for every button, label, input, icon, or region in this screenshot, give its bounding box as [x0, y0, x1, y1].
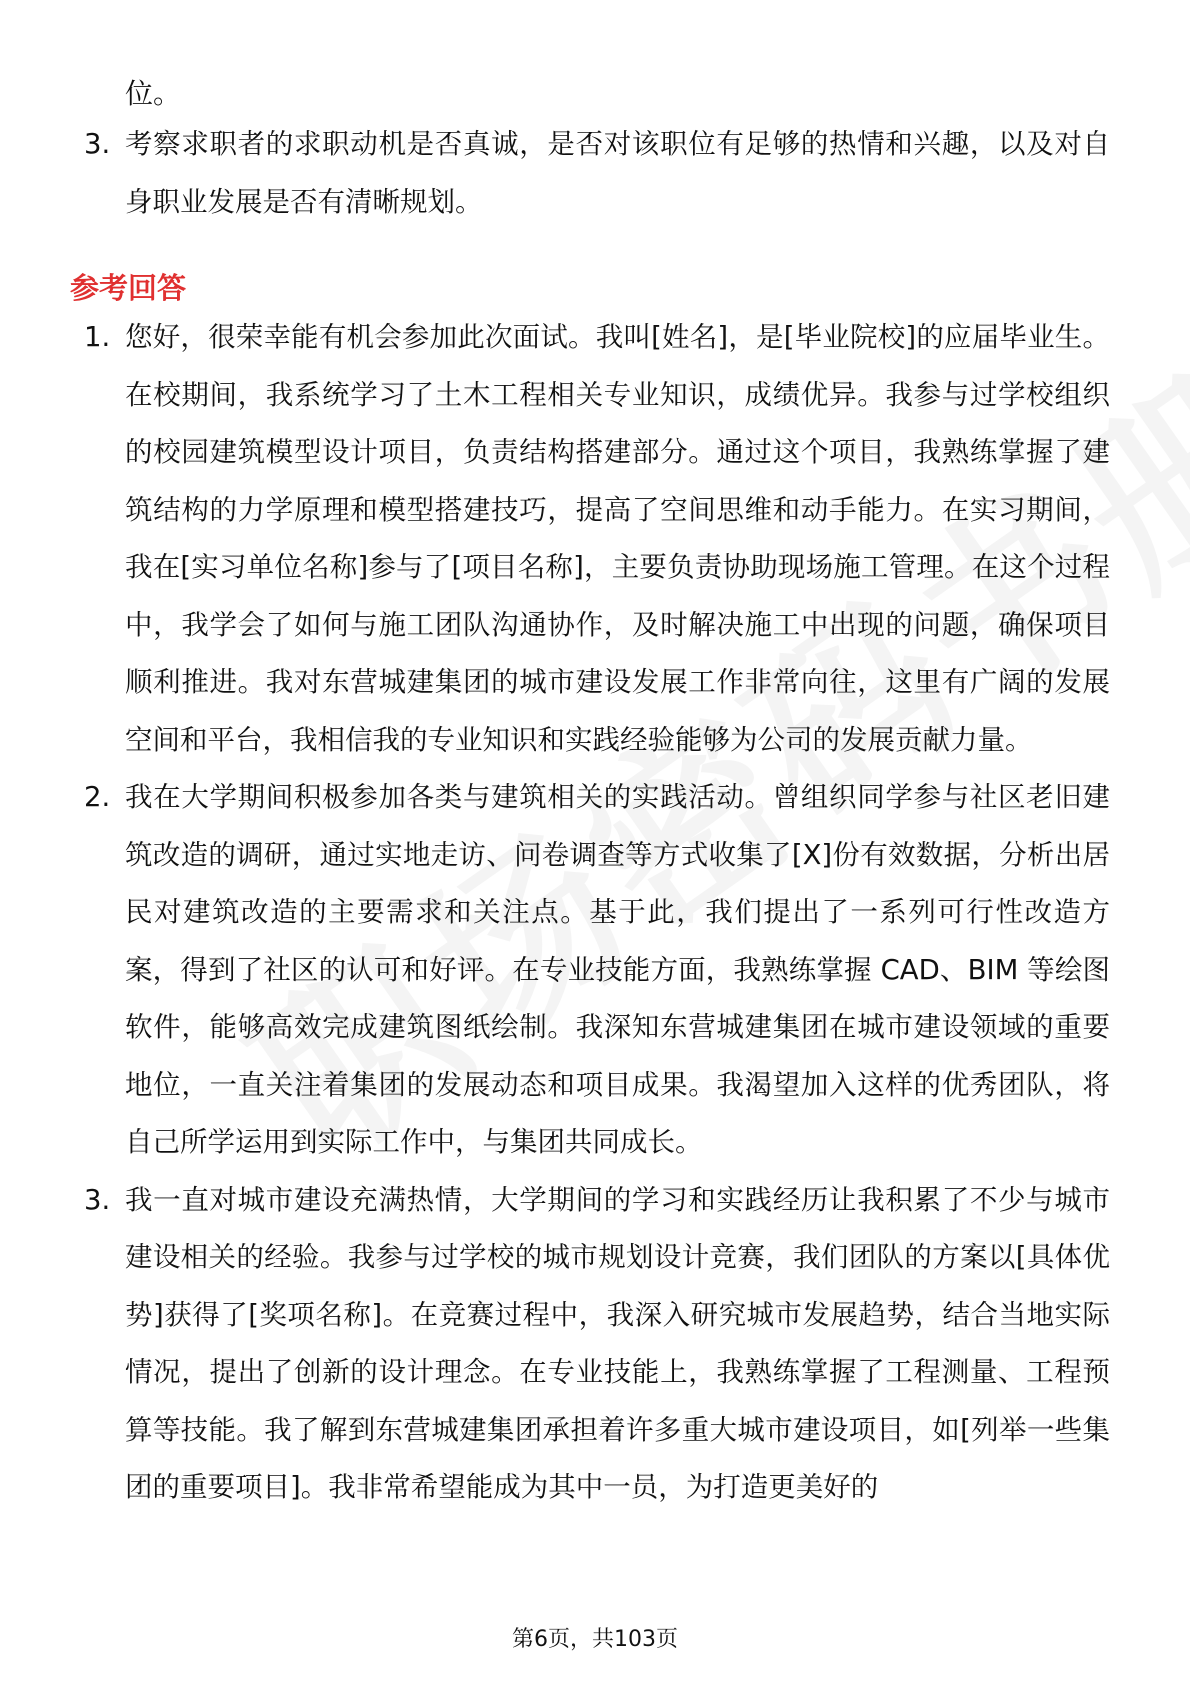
list-number: 1.: [84, 321, 111, 353]
criteria-list: [0, 116, 1190, 231]
answer-list: [0, 309, 1190, 1517]
section-heading: 参考回答: [70, 271, 187, 305]
list-number: 2.: [84, 781, 111, 813]
continued-text: 位。: [125, 77, 182, 110]
list-item-text: 考察求职者的求职动机是否真诚，是否对该职位有足够的热情和兴趣，以及对自身职业发展是否有清晰规划。: [125, 128, 1110, 218]
list-item-text: 我在大学期间积极参加各类与建筑相关的实践活动。曾组织同学参与社区老旧建筑改造的调研，通过实地走访、问卷调查等方式收集了[X]份有效数据，分析出居民对建筑改造的主要需求和关注点。基于此，我们提出了一系列可行性改造方案，得到了社区的认可和好评。在专业技能方面，我熟练掌握 CAD、BIM 等绘图软件，能够高效完成建筑图纸绘制。我深知东营城建集团在城市建设领域的重要地位，一直关注着集团的发展动态和项目成果。我渴望加入这样的优秀团队，将自己所学运用到实际工作中，与集团共同成长。: [125, 781, 1110, 1158]
list-number: 3.: [84, 128, 111, 160]
list-number: 3.: [84, 1183, 111, 1216]
page-footer: 第6页，共103页: [512, 1627, 678, 1652]
criteria-item: [0, 116, 1190, 231]
answer-item: [0, 1172, 1190, 1517]
list-item-text: 您好，很荣幸能有机会参加此次面试。我叫[姓名]，是[毕业院校]的应届毕业生。在校期间，我系统学习了土木工程相关专业知识，成绩优异。我参与过学校组织的校园建筑模型设计项目，负责结构搭建部分。通过这个项目，我熟练掌握了建筑结构的力学原理和模型搭建技巧，提高了空间思维和动手能力。在实习期间，我在[实习单位名称]参与了[项目名称]，主要负责协助现场施工管理。在这个过程中，我学会了如何与施工团队沟通协作，及时解决施工中出现的问题，确保项目顺利推进。我对东营城建集团的城市建设发展工作非常向往，这里有广阔的发展空间和平台，我相信我的专业知识和实践经验能够为公司的发展贡献力量。: [125, 321, 1110, 756]
list-item-text: 我一直对城市建设充满热情，大学期间的学习和实践经历让我积累了不少与城市建设相关的经验。我参与过学校的城市规划设计竞赛，我们团队的方案以[具体优势]获得了[奖项名称]。在竞赛过程中，我深入研究城市发展趋势，结合当地实际情况，提出了创新的设计理念。在专业技能上，我熟练掌握了工程测量、工程预算等技能。我了解到东营城建集团承担着许多重大城市建设项目，如[列举一些集团的重要项目]。我非常希望能成为其中一员，为打造更美好的: [125, 1183, 1110, 1503]
answer-item: [0, 309, 1190, 769]
answer-item: [0, 769, 1190, 1172]
